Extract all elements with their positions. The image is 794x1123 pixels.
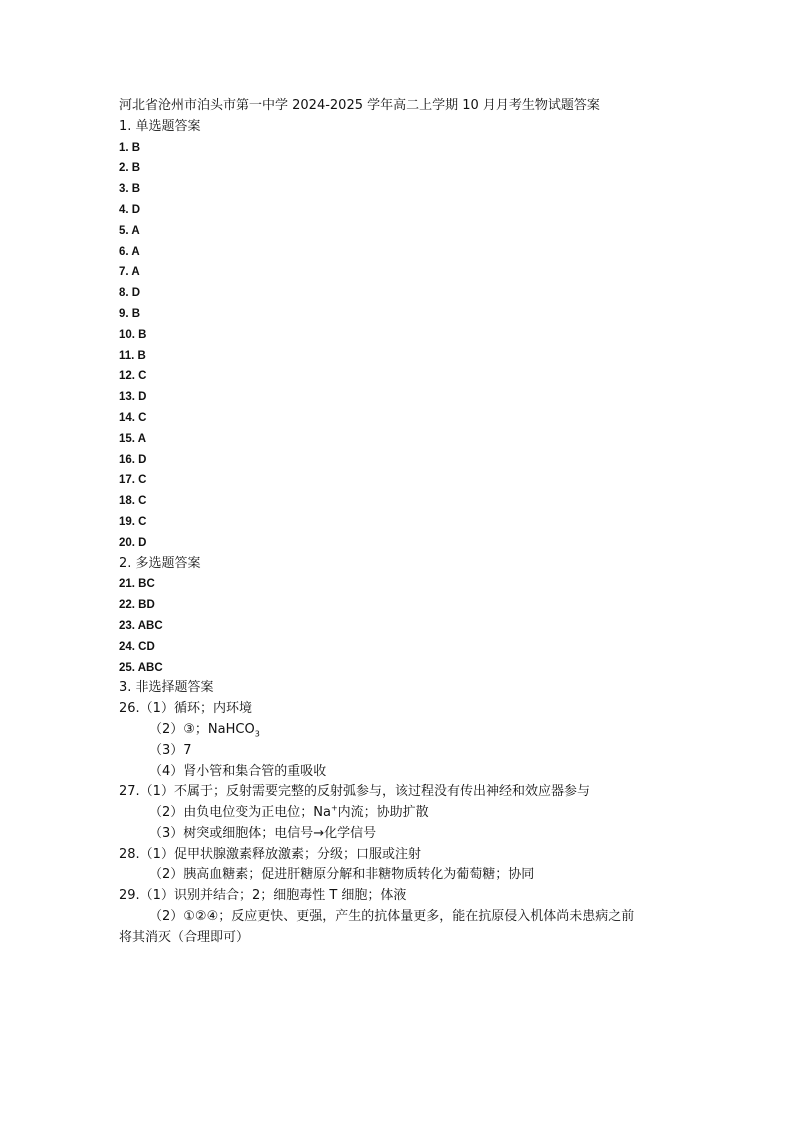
answer-item: 7. A xyxy=(119,266,140,279)
answer-item: 17. C xyxy=(119,474,147,487)
q26-part2 xyxy=(119,720,689,741)
answer-item: 9. B xyxy=(119,307,141,320)
q26-part4: （4）肾小管和集合管的重吸收 xyxy=(149,763,327,779)
answer-item: 12. C xyxy=(119,370,147,383)
answer-item: 10. B xyxy=(119,328,147,341)
multiple-choice-answer-list xyxy=(119,574,689,678)
answer-item: 16. D xyxy=(119,453,147,466)
answer-item: 6. A xyxy=(119,245,140,258)
q27-part3: （3）树突或细胞体；电信号→化学信号 xyxy=(149,825,377,841)
q26-part3: （3）7 xyxy=(149,742,192,758)
question-26 xyxy=(119,699,689,782)
answer-item: 23. ABC xyxy=(119,619,163,632)
q27-part1: 27.（1）不属于；反射需要完整的反射弧参与，该过程没有传出神经和效应器参与 xyxy=(119,784,590,800)
answer-item: 1. B xyxy=(119,141,141,154)
q27-part2-text: （2）由负电位变为正电位；Na xyxy=(149,805,331,821)
document-title: 河北省沧州市泊头市第一中学 2024-2025 学年高二上学期 10 月月考生物试题答案 xyxy=(119,98,600,113)
q26-part2-subscript: 3 xyxy=(254,729,260,739)
q27-part2 xyxy=(119,803,689,824)
question-28 xyxy=(119,845,689,887)
answer-item: 21. BC xyxy=(119,578,155,591)
q28-part2: （2）胰高血糖素；促进肝糖原分解和非糖物质转化为葡萄糖；协同 xyxy=(149,867,535,883)
answer-item: 18. C xyxy=(119,495,147,508)
answer-item: 11. B xyxy=(119,349,146,362)
q27-part2-suffix: 内流；协助扩散 xyxy=(337,805,429,821)
answer-item: 3. B xyxy=(119,183,141,196)
answer-item: 25. ABC xyxy=(119,661,163,674)
answer-item: 5. A xyxy=(119,224,140,237)
answer-item: 22. BD xyxy=(119,599,155,612)
answer-item: 8. D xyxy=(119,287,141,300)
q29-part2-line2: 将其消灭（合理即可） xyxy=(119,929,250,945)
q29-part2-line1: （2）①②④；反应更快、更强，产生的抗体量更多，能在抗原侵入机体尚未患病之前 xyxy=(149,909,635,925)
question-29 xyxy=(119,886,689,948)
answer-item: 20. D xyxy=(119,536,147,549)
answer-item: 2. B xyxy=(119,162,141,175)
q26-part1: 26.（1）循环；内环境 xyxy=(119,701,252,717)
answer-item: 14. C xyxy=(119,411,147,424)
section-heading-multiple-choice: 2. 多选题答案 xyxy=(119,555,201,571)
single-choice-answer-list xyxy=(119,138,689,554)
q27-part2-superscript: + xyxy=(330,803,338,813)
answer-sheet xyxy=(119,96,689,949)
answer-item: 4. D xyxy=(119,203,141,216)
answer-item: 13. D xyxy=(119,391,147,404)
q29-part1: 29.（1）识别并结合；2；细胞毒性 T 细胞；体液 xyxy=(119,888,407,904)
q26-part2-text: （2）③；NaHCO xyxy=(149,721,255,737)
answer-item: 15. A xyxy=(119,432,147,445)
answer-item: 24. CD xyxy=(119,640,155,653)
question-27 xyxy=(119,782,689,844)
q28-part1: 28.（1）促甲状腺激素释放激素；分级；口服或注射 xyxy=(119,846,421,862)
section-heading-non-choice: 3. 非选择题答案 xyxy=(119,680,214,696)
answer-item: 19. C xyxy=(119,515,147,528)
section-heading-single-choice: 1. 单选题答案 xyxy=(119,118,201,134)
